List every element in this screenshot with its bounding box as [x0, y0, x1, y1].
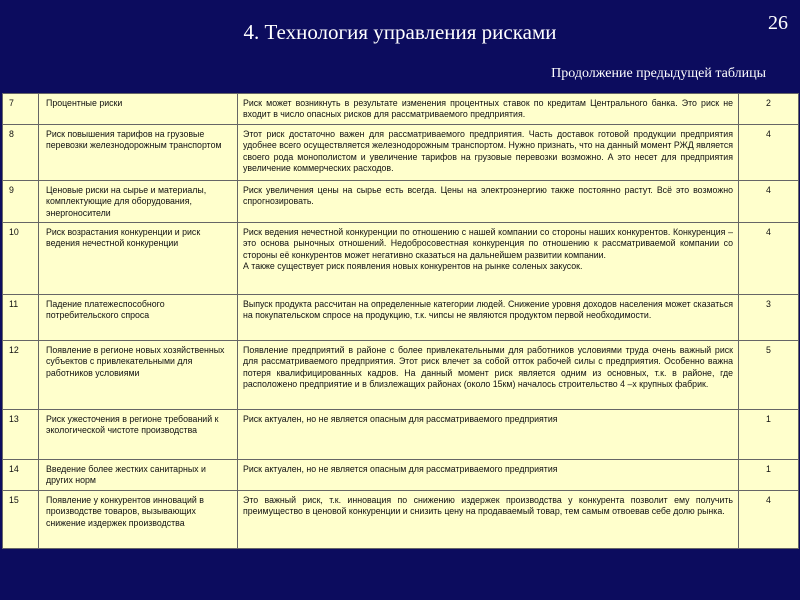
risk-description — [238, 124, 739, 180]
table-row — [3, 180, 799, 222]
risk-description-text: Риск ведения нечестной конкуренции по отношению с нашей компании со стороны наших конкурентов. Конкуренция – это основа рыночных отношений. Недобросовестная конкуренция по отношению к рассматриваемой компании со стороны её конкурентов может негативно сказаться на дальнейшем развитии компании. А также существует риск появления новых конкурентов на рынке соленых закусок. — [243, 227, 733, 272]
slide-title: 4. Технология управления рисками — [243, 20, 557, 44]
table-row — [3, 295, 799, 341]
risk-description-text: Риск может возникнуть в результате изменения процентных ставок по кредитам Центрального банка. Это риск не входит в число опасных рисков для рассматриваемого предприятия. — [243, 98, 733, 120]
slide-number: 26 — [768, 12, 788, 34]
risk-number: 11 — [3, 295, 39, 341]
risk-score: 3 — [739, 295, 799, 341]
table-row — [3, 410, 799, 460]
risk-description-text: Риск увеличения цены на сырье есть всегда. Цены на электроэнергию также постоянно растут. Всё это возможно спрогнозировать. — [243, 184, 733, 207]
table-row — [3, 94, 799, 125]
table-row — [3, 341, 799, 410]
risk-description-text: Выпуск продукта рассчитан на определенные категории людей. Снижение уровня доходов населения может сказаться на покупательском спросе на продукцию, т.к. чипсы не являются продуктом первой необходимости. — [243, 299, 733, 321]
risk-score: 4 — [739, 223, 799, 295]
risk-number: 15 — [3, 490, 39, 548]
risk-description — [238, 341, 739, 410]
risk-description-text: Риск актуален, но не является опасным для рассматриваемого предприятия — [243, 464, 558, 475]
risk-description-text: Это важный риск, т.к. инновация по снижению издержек производства у конкурента позволит ему получить преимущество в ценовой конкуренции и снизить цену на продаваемый товар, тем самым отвоевав себе долю рынка. — [243, 494, 733, 517]
risk-score: 4 — [739, 124, 799, 180]
risk-table-body — [3, 94, 799, 549]
risk-number: 10 — [3, 223, 39, 295]
risk-score: 1 — [739, 410, 799, 460]
risk-description-text: Риск актуален, но не является опасным для рассматриваемого предприятия — [243, 414, 558, 425]
risk-name: Ценовые риски на сырье и материалы, комплектующие для оборудования, энергоносители — [39, 180, 238, 222]
risk-score: 1 — [739, 460, 799, 491]
risk-name: Риск ужесточения в регионе требований к экологической чистоте производства — [39, 410, 238, 460]
risk-description — [238, 490, 739, 548]
risk-description-text: Этот риск достаточно важен для рассматриваемого предприятия. Часть доставок готовой продукции предприятия удобнее всего осуществляется железнодорожным транспортом. Нужно признать, что на данный момент РЖД является своего рода монополистом и увеличение тарифов на грузовые перевозки возможно. А это несет для предприятия увеличение коммерческих расходов. — [243, 128, 733, 174]
risk-number: 9 — [3, 180, 39, 222]
risk-name: Риск возрастания конкуренции и риск ведения нечестной конкуренции — [39, 223, 238, 295]
risk-description — [238, 410, 739, 460]
risk-name: Появление у конкурентов инноваций в производстве товаров, вызывающих снижение издержек производства — [39, 490, 238, 548]
risk-name: Риск повышения тарифов на грузовые перевозки железнодорожным транспортом — [39, 124, 238, 180]
risk-description-text: Появление предприятий в районе с более привлекательными для работников условиями труда очень важный риск для рассматриваемого предприятия. Этот риск влечет за собой отток рабочей силы с предприятия. Особенно важна потеря квалифицированных кадров. На данный момент риск является одним из основных, т.к. в районе, где расположено предприятие и в близлежащих районах (около 15км) началось строительство 4 –х крупных фабрик. — [243, 345, 733, 390]
risk-score: 4 — [739, 180, 799, 222]
risk-table — [2, 93, 799, 549]
risk-number: 8 — [3, 124, 39, 180]
table-row — [3, 223, 799, 295]
risk-number: 12 — [3, 341, 39, 410]
risk-name: Падение платежеспособного потребительского спроса — [39, 295, 238, 341]
table-row — [3, 490, 799, 548]
risk-name: Введение более жестких санитарных и других норм — [39, 460, 238, 491]
risk-description — [238, 180, 739, 222]
risk-description — [238, 295, 739, 341]
risk-score: 4 — [739, 490, 799, 548]
risk-number: 7 — [3, 94, 39, 125]
risk-score: 5 — [739, 341, 799, 410]
risk-description — [238, 223, 739, 295]
risk-score: 2 — [739, 94, 799, 125]
risk-table-container — [2, 93, 799, 549]
risk-name: Процентные риски — [39, 94, 238, 125]
risk-number: 13 — [3, 410, 39, 460]
risk-description — [238, 460, 739, 491]
risk-number: 14 — [3, 460, 39, 491]
risk-description — [238, 94, 739, 125]
table-row — [3, 124, 799, 180]
risk-name: Появление в регионе новых хозяйственных субъектов с привлекательными для работников условиями — [39, 341, 238, 410]
table-row — [3, 460, 799, 491]
table-continuation-subtitle: Продолжение предыдущей таблицы — [551, 66, 766, 81]
